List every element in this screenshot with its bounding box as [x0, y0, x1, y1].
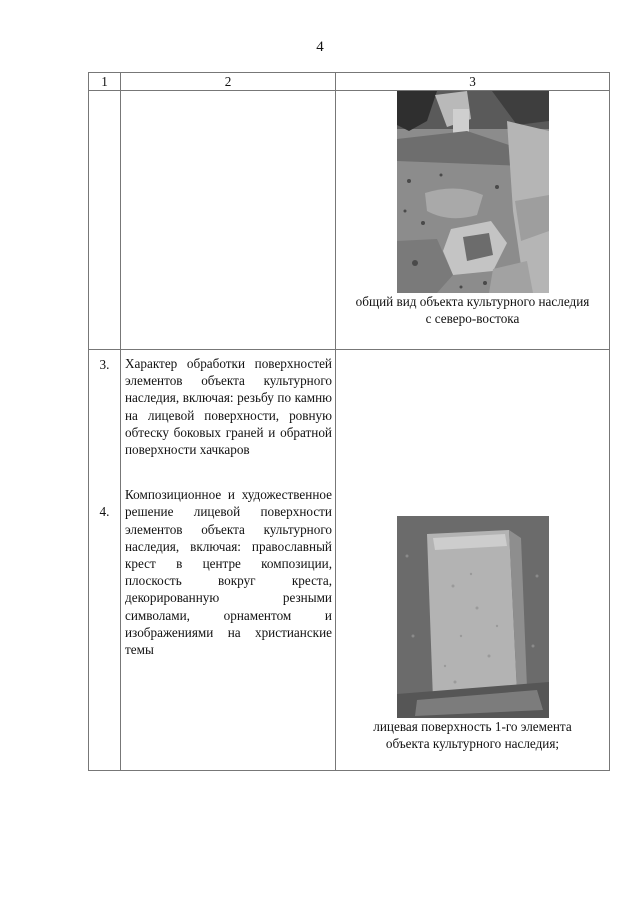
front-surface-photo	[397, 516, 549, 718]
row1-description-cell	[121, 91, 336, 350]
column-header-2: 2	[121, 73, 336, 91]
row2-number-cell	[89, 350, 121, 771]
item-3-text: Характер обработки поверхностей элементов объекта культурного наследия, включая: резьбу по камню на лицевой поверхности, ровную обтеску боковых граней и обратной поверхности хачкаров	[125, 356, 332, 458]
row2-description-cell	[121, 350, 336, 771]
row1-photo-caption-line2: с северо-востока	[425, 311, 520, 327]
table-row	[89, 350, 610, 771]
northeast-view-photo	[397, 91, 549, 293]
item-3-number: 3.	[99, 357, 110, 372]
column-header-3: 3	[336, 73, 610, 91]
table-header-row	[89, 73, 610, 91]
row2-photo-cell	[336, 350, 610, 771]
row2-photo-caption-line1: лицевая поверхность 1-го элемента	[373, 719, 572, 734]
table-row	[89, 91, 610, 350]
row1-photo-caption-line1: общий вид объекта культурного наследия	[355, 294, 590, 309]
row1-number-cell	[89, 91, 121, 350]
page-number: 4	[316, 39, 324, 55]
row1-photo-cell	[336, 91, 610, 350]
item-4-text: Композиционное и художественное решение лицевой поверхности элементов объекта культурного наследия, включая: православный крест в центре композиции, плоскость вокруг креста, декорированную резными символами, орнаментом и изображениями на христианские темы	[125, 487, 332, 658]
row2-photo-caption-line2: объекта культурного наследия;	[385, 736, 560, 752]
column-header-1: 1	[89, 73, 121, 91]
item-4-number: 4.	[99, 504, 110, 520]
heritage-table	[88, 72, 610, 771]
